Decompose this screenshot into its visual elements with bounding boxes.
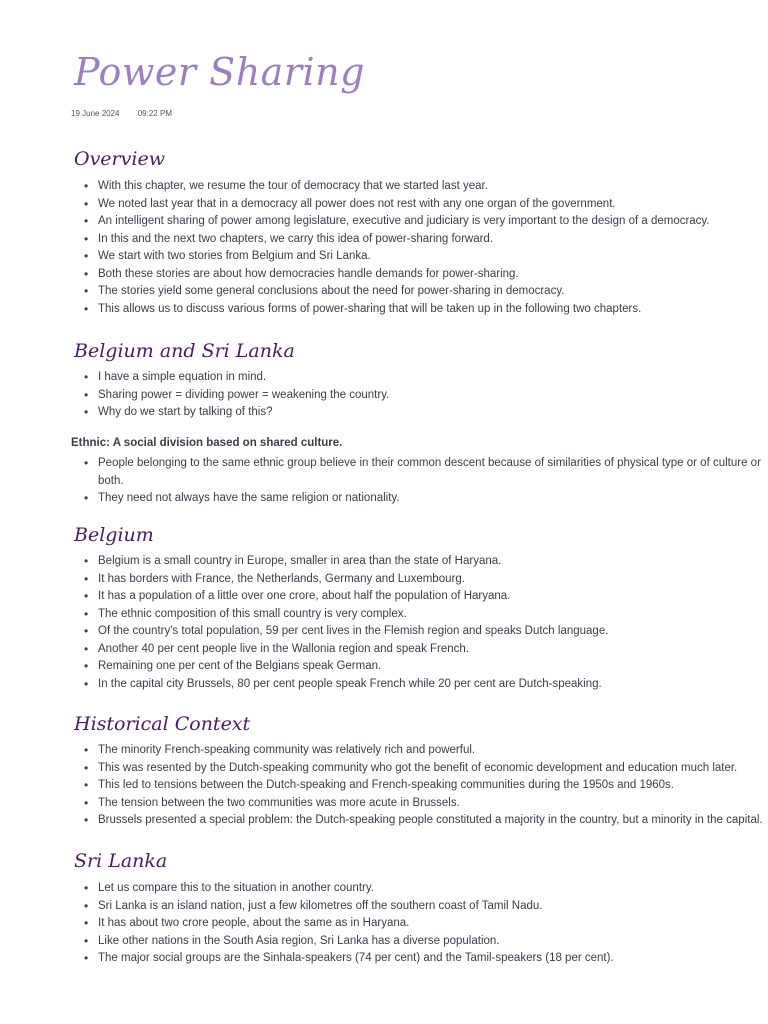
list-item: • We noted last year that in a democracy all power does not rest with any one organ of the government. (98, 196, 768, 214)
list-item: • In the capital city Brussels, 80 per cent people speak French while 20 per cent are Dutch-speaking. (98, 676, 768, 694)
list-item: • An intelligent sharing of power among legislature, executive and judiciary is very important to the design of a democracy. (98, 213, 768, 231)
list-belgium (82, 553, 768, 693)
list-item: • The ethnic composition of this small country is very complex. (98, 606, 768, 624)
heading-overview: Overview (74, 148, 165, 170)
heading-belgium: Belgium (74, 524, 154, 546)
ethnic-definition: Ethnic: A social division based on shared culture. (71, 437, 343, 449)
page-time: 09:22 PM (137, 109, 172, 118)
list-belgium-srilanka (82, 369, 768, 422)
list-item: • Like other nations in the South Asia region, Sri Lanka has a diverse population. (98, 933, 768, 951)
list-item: • This led to tensions between the Dutch-speaking and French-speaking communities during the 1950s and 1960s. (98, 777, 768, 795)
list-historical (82, 742, 768, 830)
list-ethnic (82, 455, 768, 508)
list-item: • With this chapter, we resume the tour of democracy that we started last year. (98, 178, 768, 196)
list-item: • I have a simple equation in mind. (98, 369, 768, 387)
list-srilanka (82, 880, 768, 968)
list-item: • Both these stories are about how democracies handle demands for power-sharing. (98, 266, 768, 284)
list-item: • Sri Lanka is an island nation, just a few kilometres off the southern coast of Tamil Nadu. (98, 898, 768, 916)
list-item: • Sharing power = dividing power = weakening the country. (98, 387, 768, 405)
page-date: 19 June 2024 (71, 109, 120, 118)
list-item: • This allows us to discuss various forms of power-sharing that will be taken up in the following two chapters. (98, 301, 768, 319)
list-item: • They need not always have the same religion or nationality. (98, 490, 768, 508)
list-item: • Brussels presented a special problem: the Dutch-speaking people constituted a majority in the country, but a minority in the capital. (98, 812, 768, 830)
list-item: • People belonging to the same ethnic group believe in their common descent because of similarities of physical type or of culture or both. (98, 455, 768, 490)
list-item: • The tension between the two communities was more acute in Brussels. (98, 795, 768, 813)
list-item: • The major social groups are the Sinhala-speakers (74 per cent) and the Tamil-speakers (18 per cent). (98, 950, 768, 968)
list-item: • The minority French-speaking community was relatively rich and powerful. (98, 742, 768, 760)
heading-belgium-srilanka: Belgium and Sri Lanka (74, 340, 295, 362)
list-item: • Why do we start by talking of this? (98, 404, 768, 422)
list-item: • This was resented by the Dutch-speaking community who got the benefit of economic development and education much later. (98, 760, 768, 778)
list-item: • Let us compare this to the situation in another country. (98, 880, 768, 898)
list-item: • Another 40 per cent people live in the Wallonia region and speak French. (98, 641, 768, 659)
list-item: • Of the country's total population, 59 per cent lives in the Flemish region and speaks Dutch language. (98, 623, 768, 641)
list-item: • It has borders with France, the Netherlands, Germany and Luxembourg. (98, 571, 768, 589)
list-item: • It has a population of a little over one crore, about half the population of Haryana. (98, 588, 768, 606)
page-meta (71, 109, 188, 118)
list-item: • We start with two stories from Belgium and Sri Lanka. (98, 248, 768, 266)
list-item: • Remaining one per cent of the Belgians speak German. (98, 658, 768, 676)
list-item: • The stories yield some general conclusions about the need for power-sharing in democracy. (98, 283, 768, 301)
list-item: • Belgium is a small country in Europe, smaller in area than the state of Haryana. (98, 553, 768, 571)
page-title: Power Sharing (74, 50, 365, 94)
list-item: • In this and the next two chapters, we carry this idea of power-sharing forward. (98, 231, 768, 249)
list-item: • It has about two crore people, about the same as in Haryana. (98, 915, 768, 933)
list-overview (82, 178, 768, 318)
heading-historical-context: Historical Context (74, 713, 251, 735)
heading-sri-lanka: Sri Lanka (74, 850, 168, 872)
